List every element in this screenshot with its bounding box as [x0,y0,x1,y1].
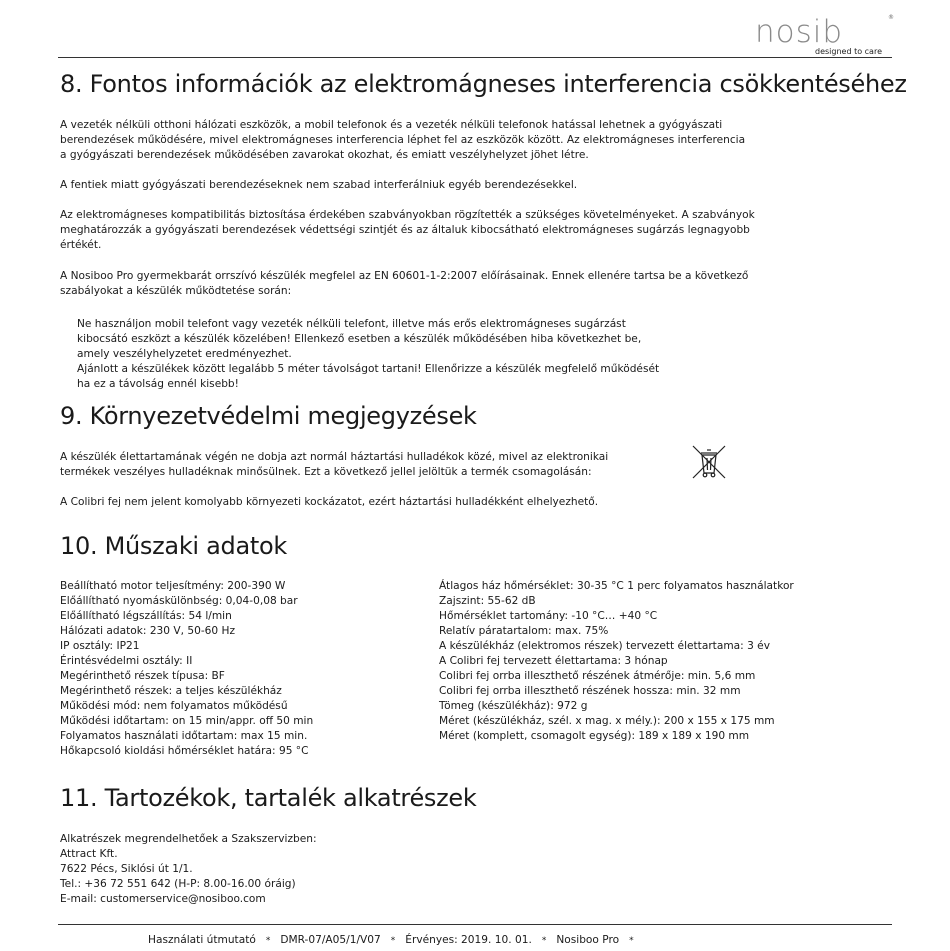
tech-data-item: Megérinthető részek típusa: BF [60,670,225,682]
section-8-title: 8. Fontos információk az elektromágneses interferencia csökkentéséhez [60,70,907,98]
tech-data-item: Működési időtartam: on 15 min/appr. off 50 min [60,715,314,727]
tech-data-item: Colibri fej orrba illeszthető részének hossza: min. 32 mm [439,685,741,697]
footer-separator: * [629,936,634,946]
section-8-paragraph-4: A Nosiboo Pro gyermekbarát orrszívó készülék megfelel az EN 60601-1-2:2007 előírásainak. Ennek ellenére tartsa be a következő szabályokat a készülék működtetése során: [60,270,749,297]
logo-tagline: designed to care [815,47,882,56]
tech-data-item: Érintésvédelmi osztály: II [60,655,193,667]
section-8-paragraph-2: A fentiek miatt gyógyászati berendezéseknek nem szabad interferálniuk egyéb berendezésekkel. [60,179,578,191]
footer-separator: * [390,936,396,946]
section-8-warning-list: Ne használjon mobil telefont vagy vezeték nélküli telefont, illetve más erős elektromágneses sugárzást kibocsátó eszközt a készülék közelében! Ellenkező esetben a készülék működésében hiba következhet be, amely veszélyhelyzetet eredményezhet. Ajánlott a készülékek között legalább 5 méter távolságot tartani! Ellenőrizze a készülék megfelelő működését ha ez a távolság ennél kisebb! [77,318,660,390]
spare-parts-contact [60,832,317,907]
tech-data-item: Méret (komplett, csomagolt egység): 189 x 189 x 190 mm [439,730,750,742]
header-divider [58,57,892,58]
logo-wordmark: nosib [755,14,844,50]
crossed-out-wheeled-bin-icon [689,443,729,481]
tech-data-item: Hálózati adatok: 230 V, 50-60 Hz [60,625,236,637]
tech-data-item: Működési mód: nem folyamatos működésű [60,700,288,712]
tech-data-item: Beállítható motor teljesítmény: 200-390 W [60,580,286,592]
tech-data-item: Átlagos ház hőmérséklet: 30-35 °C 1 perc folyamatos használatkor [439,580,794,592]
section-9-title: 9. Környezetvédelmi megjegyzések [60,402,477,430]
footer-valid-date: Érvényes: 2019. 10. 01. [405,934,532,946]
tech-data-item: Előállítható légszállítás: 54 l/min [60,610,232,622]
tech-data-item: Tömeg (készülékház): 972 g [439,700,588,712]
footer-separator: * [265,936,271,946]
tech-data-left-column [60,579,313,759]
tech-data-item: Zajszint: 55-62 dB [439,595,536,607]
footer-product: Nosiboo Pro [556,934,620,946]
tech-data-item: Hőkapcsoló kioldási hőmérséklet határa: 95 °C [60,745,309,757]
section-8-paragraph-3: Az elektromágneses kompatibilitás biztosítása érdekében szabványokban rögzítették a szükséges követelményeket. A szabványok meghatározzák a gyógyászati berendezések védettségi szintjét és az általuk kibocsátható elektromágneses sugárzás legnagyobb értékét. [60,209,755,251]
tech-data-item: Relatív páratartalom: max. 75% [439,625,609,637]
tech-data-item: IP osztály: IP21 [60,640,140,652]
footer-doc-code: DMR-07/A05/1/V07 [280,934,381,946]
nosiboo-logo [755,14,895,60]
section-9-paragraph-1: A készülék élettartamának végén ne dobja azt normál háztartási hulladékok közé, mivel az elektronikai termékek veszélyes hulladéknak minősülnek. Ezt a következő jellel jelöltük a termék csomagolásán: [60,451,609,478]
footer-separator: * [541,936,547,946]
contact-line: Alkatrészek megrendelhetőek a Szakszervizben: [60,833,317,845]
tech-data-item: A készülékház (elektromos részek) tervezett élettartama: 3 év [439,640,770,652]
tech-data-item: Megérinthető részek: a teljes készülékház [60,685,282,697]
section-8-paragraph-1: A vezeték nélküli otthoni hálózati eszközök, a mobil telefonok és a vezeték nélküli telefonok hatással lehetnek a gyógyászati berendezések működésére, mivel elektromágneses interferencia léphet fel az eszközök között. Az elektromágneses interferencia a gyógyászati berendezések működésében zavarokat okozhat, és emiatt veszélyhelyzet jöhet létre. [60,119,746,161]
page-footer [148,934,644,946]
section-11-title: 11. Tartozékok, tartalék alkatrészek [60,784,477,812]
section-10-title: 10. Műszaki adatok [60,532,287,560]
footer-doc-title: Használati útmutató [148,934,256,946]
contact-email[interactable]: E-mail: customerservice@nosiboo.com [60,893,266,905]
tech-data-item: A Colibri fej tervezett élettartama: 3 hónap [439,655,668,667]
tech-data-item: Hőmérséklet tartomány: -10 °C… +40 °C [439,610,658,622]
tech-data-item: Colibri fej orrba illeszthető részének átmérője: min. 5,6 mm [439,670,756,682]
contact-line: Tel.: +36 72 551 642 (H-P: 8.00-16.00 óráig) [60,878,296,890]
tech-data-item: Folyamatos használati időtartam: max 15 min. [60,730,308,742]
section-9-paragraph-2: A Colibri fej nem jelent komolyabb környezeti kockázatot, ezért háztartási hulladékként elhelyezhető. [60,496,599,508]
registered-mark: ® [888,14,894,21]
tech-data-item: Előállítható nyomáskülönbség: 0,04-0,08 bar [60,595,298,607]
tech-data-right-column [439,579,794,744]
contact-line: Attract Kft. [60,848,118,860]
footer-divider [58,924,892,925]
tech-data-item: Méret (készülékház, szél. x mag. x mély.): 200 x 155 x 175 mm [439,715,775,727]
contact-line: 7622 Pécs, Siklósi út 1/1. [60,863,193,875]
